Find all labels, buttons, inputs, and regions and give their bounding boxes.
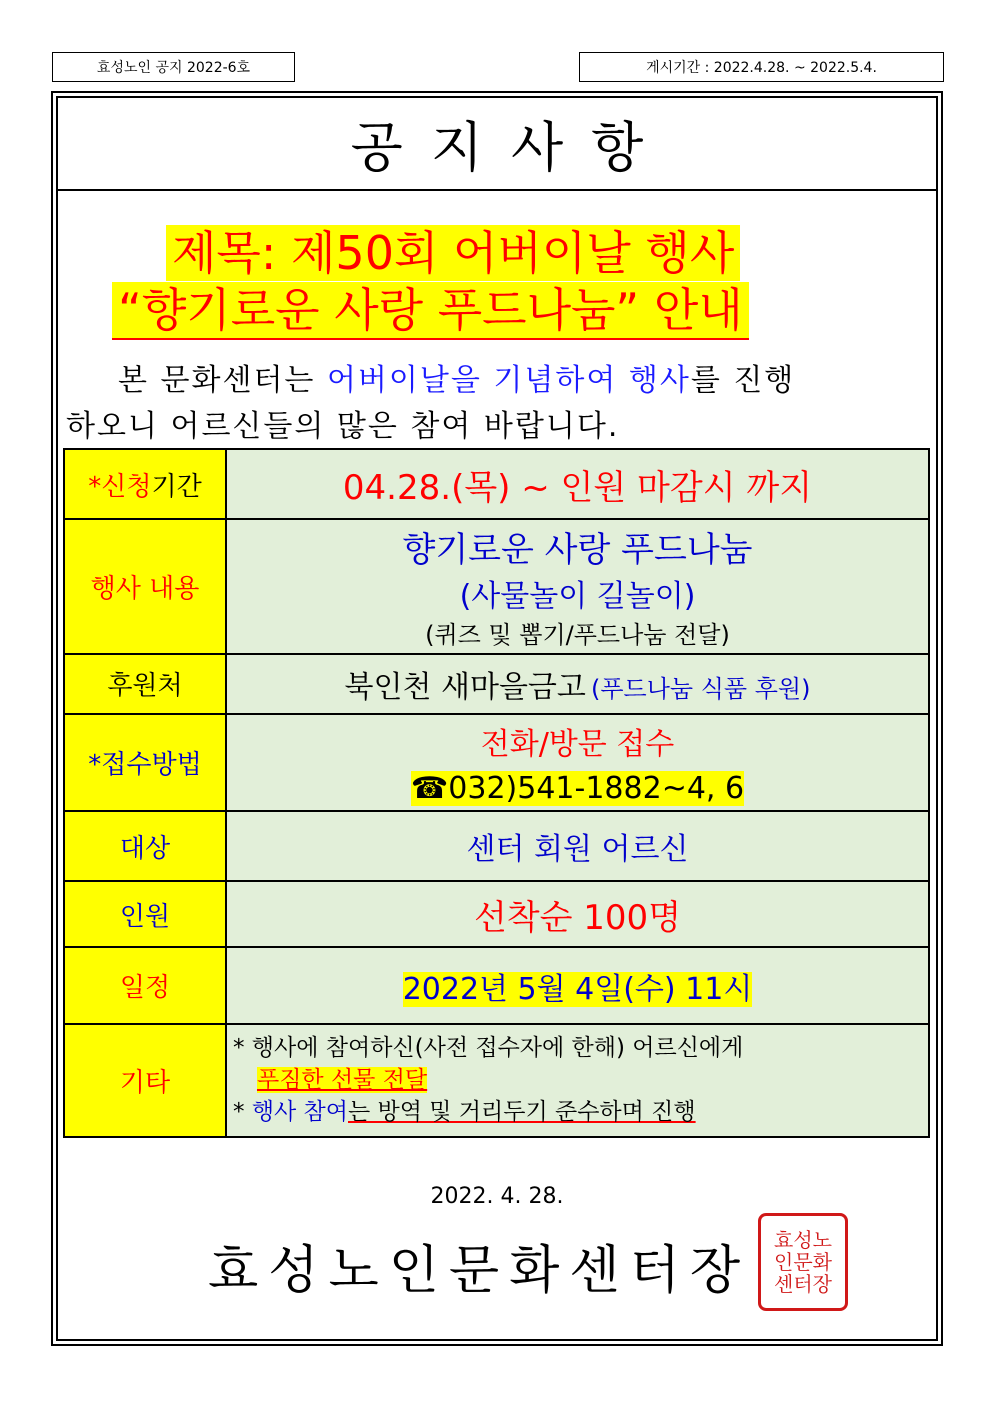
- value-schedule: 2022년 5월 4일(수) 11시: [226, 947, 929, 1023]
- label-sponsor: 후원처: [64, 654, 226, 714]
- subject-line-1: 제목: 제50회 어버이날 행사: [166, 225, 740, 281]
- seal-text: 효성노인문화센터장: [774, 1228, 832, 1296]
- content-detail: (퀴즈 및 뽑기/푸드나눔 전달): [425, 621, 730, 650]
- value-target: 센터 회원 어르신: [226, 811, 929, 881]
- value-people: 선착순 100명: [226, 881, 929, 947]
- row-etc: [64, 1024, 929, 1137]
- value-apply-period: 04.28.(목) ~ 인원 마감시 까지: [226, 449, 929, 519]
- method-text: 전화/방문 접수: [480, 726, 675, 762]
- phone-icon: ☎: [410, 770, 449, 806]
- content-sub: (사물놀이 길놀이): [459, 579, 696, 615]
- etc-line-1: * 행사에 참여하신(사전 접수자에 한해) 어르신에게: [233, 1035, 744, 1062]
- intro-text-c: 를 진행: [690, 363, 796, 398]
- etc-line-3: * 행사 참여는 방역 및 거리두기 준수하며 진행: [233, 1099, 696, 1126]
- etc-line-2: 푸짐한 선물 전달: [257, 1067, 428, 1094]
- label-etc: 기타: [64, 1024, 226, 1137]
- row-schedule: [64, 947, 929, 1023]
- notice-inner-frame: [56, 96, 938, 1341]
- notice-number: 효성노인 공지 2022-6호: [52, 52, 295, 82]
- label-schedule: 일정: [64, 947, 226, 1023]
- subject-line-2: “향기로운 사랑 푸드나눔” 안내: [112, 282, 749, 340]
- intro-text-a: 본 문화센터는: [118, 363, 327, 398]
- intro-line-1: [118, 360, 795, 402]
- row-event-content: [64, 519, 929, 653]
- page-title: 공지사항: [350, 116, 672, 179]
- row-method: [64, 714, 929, 811]
- label-event-content: 행사 내용: [64, 519, 226, 653]
- title-band: [58, 98, 936, 191]
- label-method: *접수방법: [64, 714, 226, 811]
- label-people: 인원: [64, 881, 226, 947]
- event-info-table: [63, 448, 930, 1138]
- label-target: 대상: [64, 811, 226, 881]
- intro-text-highlight: 어버이날을 기념하여 행사: [326, 363, 691, 398]
- value-event-content: [226, 519, 929, 653]
- row-people: [64, 881, 929, 947]
- method-phone: ☎032)541-1882~4, 6: [410, 770, 745, 806]
- official-seal: [758, 1213, 848, 1311]
- posting-period: 게시기간 : 2022.4.28. ~ 2022.5.4.: [579, 52, 944, 82]
- notice-date: 2022. 4. 28.: [430, 1184, 564, 1209]
- value-sponsor: 북인천 새마을금고 (푸드나눔 식품 후원): [226, 654, 929, 714]
- value-etc: [226, 1024, 929, 1137]
- row-target: [64, 811, 929, 881]
- center-director-signature: 효성노인문화센터장: [208, 1241, 751, 1301]
- label-apply-period: *신청기간: [64, 449, 226, 519]
- value-method: [226, 714, 929, 811]
- intro-line-2: 하오니 어르신들의 많은 참여 바랍니다.: [66, 409, 620, 444]
- row-sponsor: [64, 654, 929, 714]
- content-main: 향기로운 사랑 푸드나눔: [402, 530, 753, 571]
- row-apply-period: [64, 449, 929, 519]
- notice-frame: [51, 91, 943, 1346]
